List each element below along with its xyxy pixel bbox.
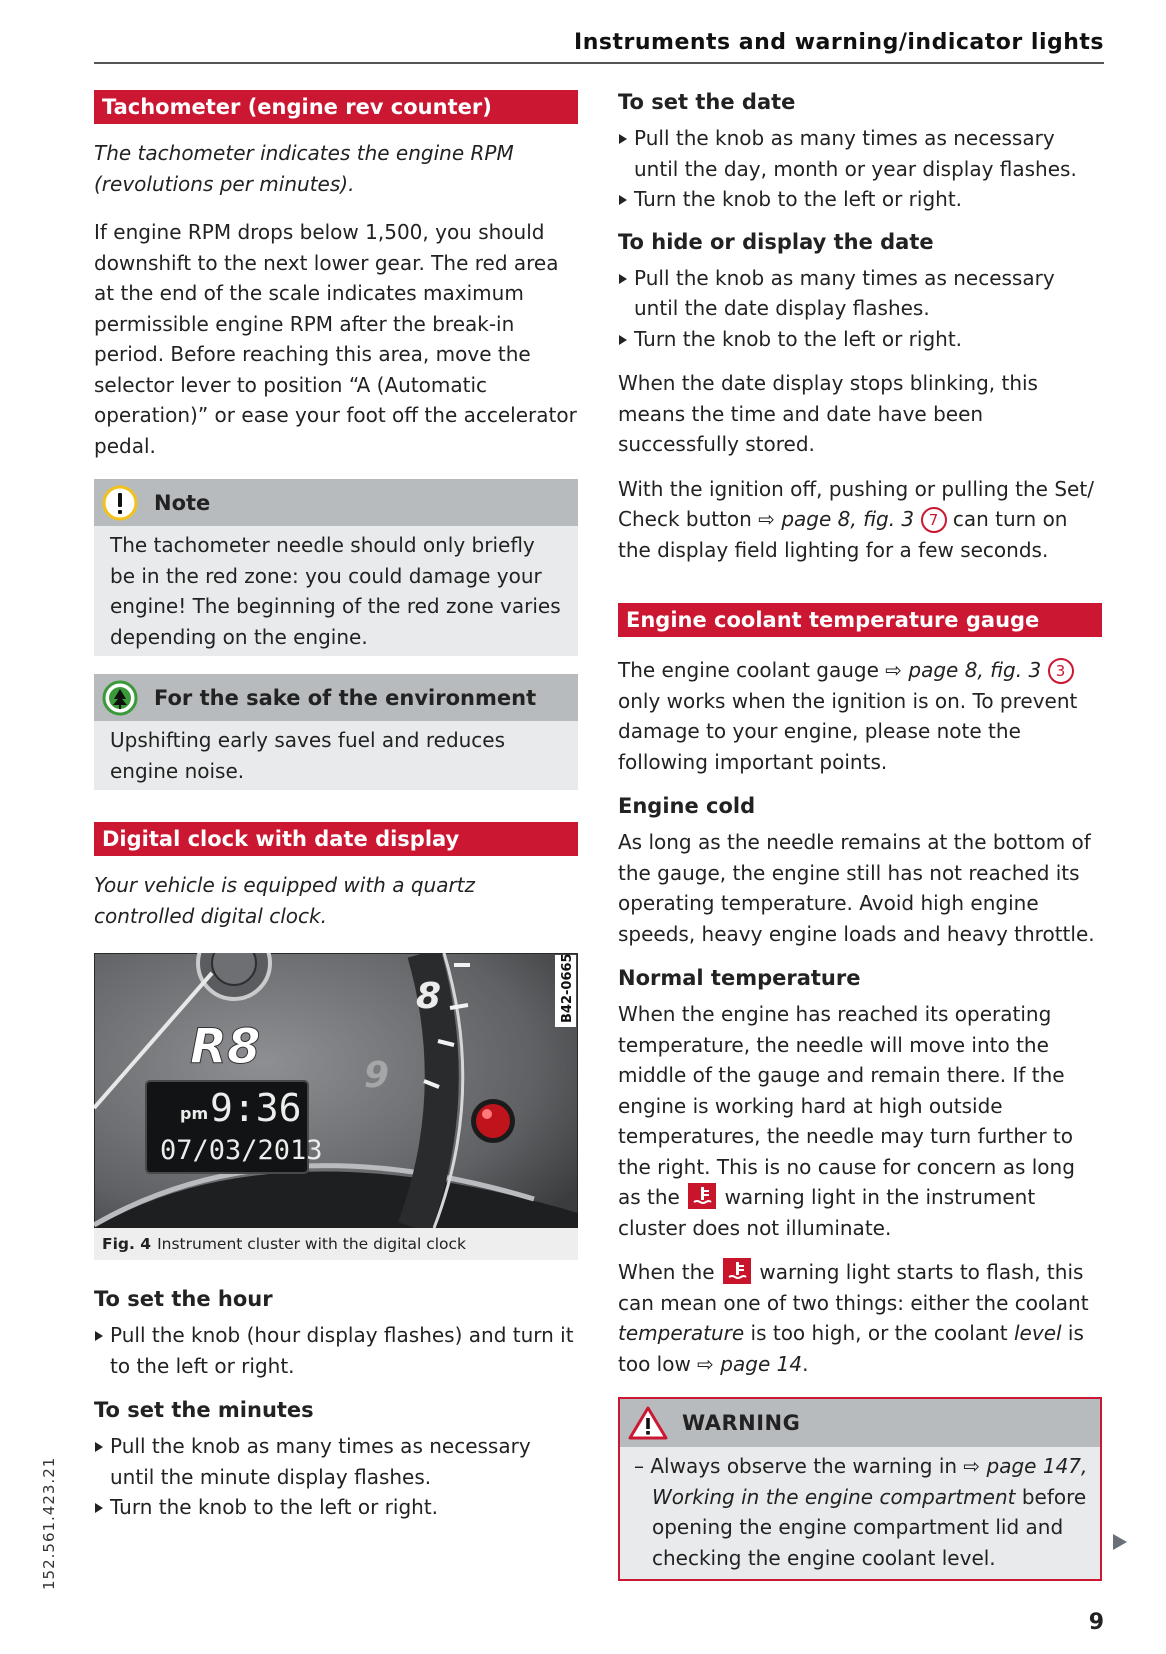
list-item: Pull the knob as many times as necessary until the minute display flashes.	[94, 1431, 578, 1492]
clock-time: 9:36	[210, 1086, 302, 1130]
note-box	[94, 479, 578, 656]
gauge-number-9: 9	[364, 1055, 390, 1096]
engine-cold-text: As long as the needle remains at the bottom of the gauge, the engine still has not reached its operating temperature. Avoid high engine speeds, heavy engine loads and heavy throttle.	[618, 830, 1095, 946]
r8-logo: R8	[190, 1019, 261, 1075]
figure-label: Fig. 4	[102, 1235, 152, 1253]
list-item: Pull the knob (hour display flashes) and turn it to the left or right.	[94, 1320, 578, 1381]
environment-text: Upshifting early saves fuel and reduces engine noise.	[110, 728, 506, 783]
page-ref-link[interactable]: page 8, fig. 3	[908, 658, 1042, 682]
set-date-heading: To set the date	[618, 90, 796, 114]
digital-clock-heading: Digital clock with date display	[94, 822, 578, 856]
page-number: 9	[1088, 1610, 1104, 1635]
set-hour-list	[94, 1320, 578, 1381]
page-ref-link[interactable]: page 14	[720, 1351, 803, 1376]
tree-icon	[102, 680, 138, 716]
set-minutes-heading: To set the minutes	[94, 1398, 314, 1422]
hide-date-list	[618, 263, 1102, 355]
instrument-cluster-image	[94, 953, 578, 1228]
list-item: Turn the knob to the left or right.	[94, 1492, 578, 1523]
environment-header	[94, 674, 578, 721]
figure-code: B42-0665	[560, 953, 575, 1023]
right-column	[618, 90, 1102, 1581]
tachometer-body: If engine RPM drops below 1,500, you should downshift to the next lower gear. The red area at the end of the scale indicates maximum permissible engine RPM after the break-in period. Before reaching this area, move the selector lever to position “A (Automatic operation)” or ease your foot off the accelerator pedal.	[94, 220, 577, 458]
coolant-heading: Engine coolant temperature gauge	[618, 603, 1102, 637]
warning-header	[620, 1399, 1100, 1447]
page-ref-link[interactable]: page 147, Working in the engine compartment	[652, 1454, 1088, 1509]
tachometer-intro: The tachometer indicates the engine RPM (revolutions per minutes).	[94, 141, 514, 196]
date-stored-text: When the date display stops blinking, this means the time and date have been successfully stored.	[618, 371, 1038, 456]
continue-arrow-icon	[1113, 1534, 1127, 1550]
normal-temperature-heading: Normal temperature	[618, 966, 861, 990]
list-item: Turn the knob to the left or right.	[618, 324, 1102, 355]
page-ref-link[interactable]: page 8, fig. 3	[781, 507, 915, 531]
set-hour-heading: To set the hour	[94, 1287, 273, 1311]
list-item: Turn the knob to the left or right.	[618, 184, 1102, 215]
set-minutes-list	[94, 1431, 578, 1523]
list-item: Pull the knob as many times as necessary until the day, month or year display flashes.	[618, 123, 1102, 184]
document-code: 152.561.423.21	[40, 1456, 58, 1590]
note-header	[94, 479, 578, 526]
environment-box	[94, 674, 578, 790]
gauge-number-8: 8	[416, 976, 442, 1017]
coolant-warning-icon	[723, 1258, 751, 1284]
ignition-text: With the ignition off, pushing or pulling the Set/ Check button ⇨ page 8, fig. 3 7 can turn on the display field lighting for a few seconds.	[618, 476, 1094, 562]
normal-temperature-text: When the engine has reached its operating temperature, the needle will move into the middle of the gauge and remain there. If the engine is working hard at high outside temperatures, the needle may turn further to the right. This is no cause for concern as long as the warning light in the instrument cluster does not illuminate.	[618, 1002, 1075, 1240]
callout-number: 7	[921, 507, 947, 533]
clock-ampm: pm	[180, 1104, 209, 1123]
environment-title: For the sake of the environment	[154, 685, 537, 710]
hide-date-heading: To hide or display the date	[618, 229, 934, 254]
list-item: Pull the knob as many times as necessary until the date display flashes.	[618, 263, 1102, 324]
header-rule	[94, 62, 1104, 64]
warning-triangle-icon	[628, 1406, 668, 1440]
figure-4	[94, 953, 578, 1260]
warning-text: – Always observe the warning in ⇨ page 147, Working in the engine compartment before opening the engine compartment lid and checking the engine coolant level.	[634, 1454, 1088, 1570]
figure-caption	[94, 1228, 578, 1260]
running-header: Instruments and warning/indicator lights	[574, 30, 1104, 55]
left-column	[94, 90, 578, 1523]
warning-box	[618, 1397, 1102, 1581]
coolant-intro: The engine coolant gauge ⇨ page 8, fig. 3 3 only works when the ignition is on. To prevent damage to your engine, please note the following important points.	[618, 658, 1078, 774]
set-date-list	[618, 123, 1102, 215]
tachometer-heading: Tachometer (engine rev counter)	[94, 90, 578, 124]
exclamation-circle-icon	[102, 485, 138, 521]
digital-clock-intro: Your vehicle is equipped with a quartz controlled digital clock.	[94, 873, 476, 928]
coolant-warning-icon	[688, 1183, 716, 1209]
note-title: Note	[154, 490, 211, 515]
figure-caption-text: Instrument cluster with the digital clock	[157, 1235, 467, 1253]
note-text: The tachometer needle should only briefly be in the red zone: you could damage your engine! The beginning of the red zone varies depending on the engine.	[110, 533, 561, 649]
callout-number: 3	[1048, 658, 1074, 684]
warning-title: WARNING	[682, 1411, 801, 1435]
engine-cold-heading: Engine cold	[618, 794, 756, 818]
flash-warning-text: When the warning light starts to flash, this can mean one of two things: either the coolant temperature is too high, or the coolant level is too low ⇨ page 14.	[618, 1260, 1089, 1376]
clock-date: 07/03/2013	[160, 1135, 323, 1166]
